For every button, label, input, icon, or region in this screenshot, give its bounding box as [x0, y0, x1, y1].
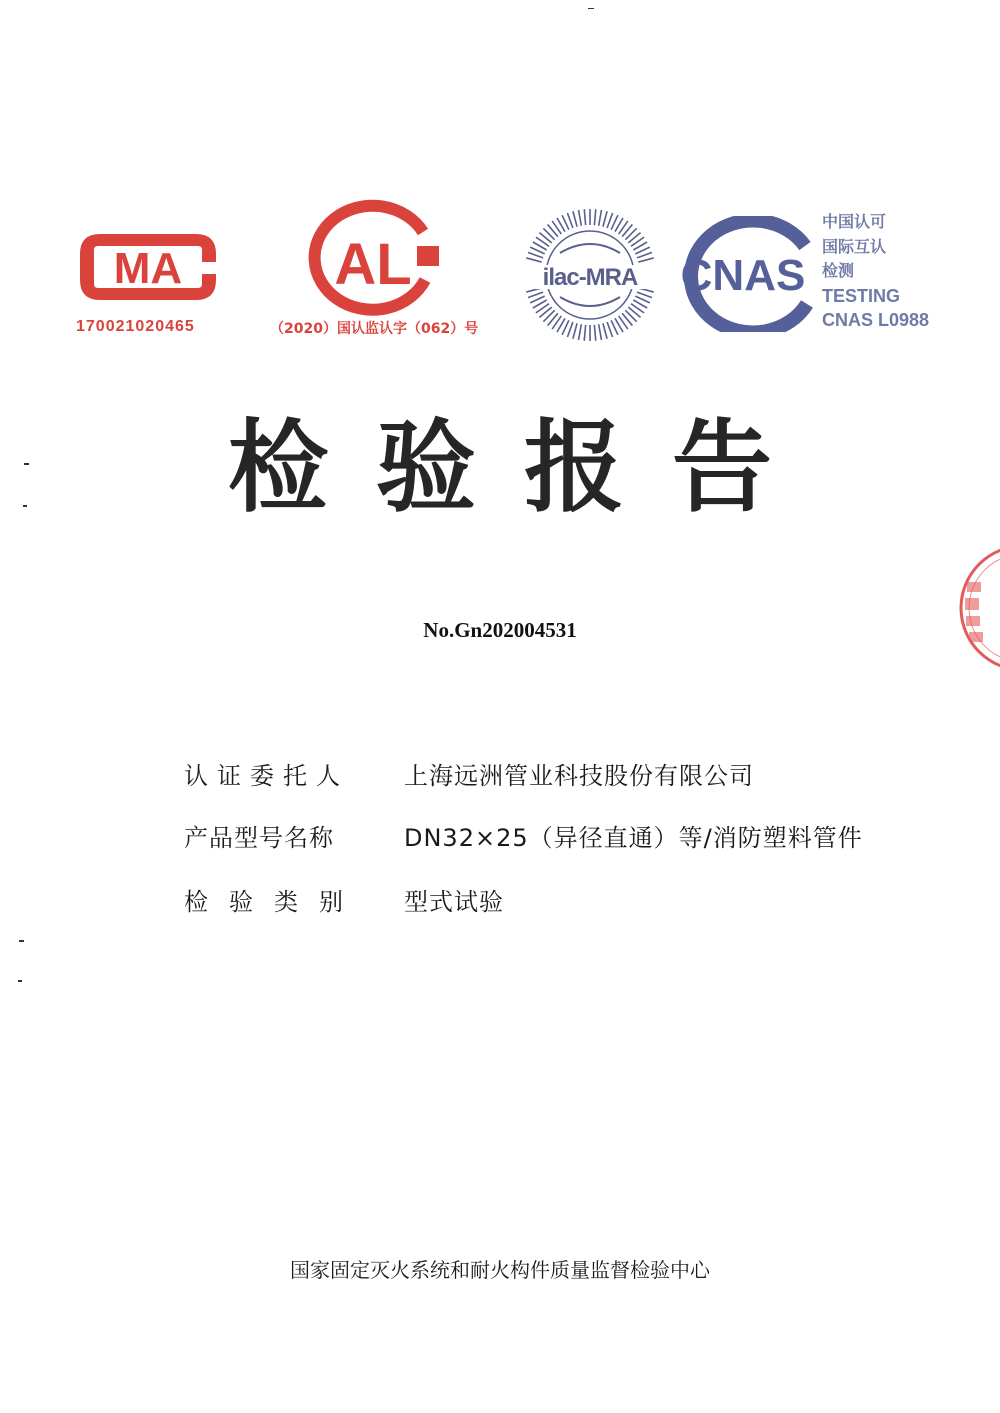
- red-seal-fragment: [955, 538, 1000, 678]
- field-value-product: DN32×25（异径直通）等/消防塑料管件: [404, 824, 863, 852]
- ilac-tick: [584, 325, 585, 341]
- cnas-line-2: 国际互认: [822, 236, 887, 256]
- ilac-tick: [573, 211, 577, 226]
- issuing-organization: 国家固定灭火系统和耐火构件质量监督检验中心: [290, 1258, 710, 1282]
- cnas-line-1: 中国认可: [822, 212, 887, 231]
- ilac-tick: [594, 325, 595, 341]
- ilac-tick: [594, 209, 595, 225]
- cnas-line-5: CNAS L0988: [822, 310, 930, 330]
- cma-logo: [74, 228, 222, 306]
- ilac-tick: [637, 252, 652, 257]
- field-value-client: 上海远洲管业科技股份有限公司: [404, 762, 754, 790]
- scan-speck: [18, 980, 22, 982]
- cnas-accreditation-text: [822, 210, 952, 333]
- cnas-line-4: TESTING: [822, 285, 901, 306]
- svg-text:AL: AL: [334, 232, 412, 297]
- cnas-logo: [665, 216, 820, 332]
- ilac-tick: [603, 323, 607, 338]
- scan-speck: [23, 505, 27, 507]
- field-label-test-type: 检验类别: [184, 888, 364, 916]
- ilac-tick: [573, 323, 577, 338]
- report-number: No.Gn202004531: [423, 618, 577, 642]
- cnas-line-3: 检测: [822, 261, 855, 280]
- scan-speck: [588, 8, 594, 9]
- ilac-tick: [526, 258, 541, 262]
- ilac-tick: [579, 324, 582, 340]
- ilac-tick: [528, 252, 543, 257]
- ilac-tick: [637, 292, 652, 297]
- ilac-tick: [603, 211, 607, 226]
- ilac-tick: [607, 322, 612, 337]
- ilac-tick: [638, 258, 653, 262]
- cal-code: （2020）国认监认字（062）号: [270, 321, 479, 337]
- ilac-mra-logo: [520, 205, 660, 345]
- ilac-tick: [528, 292, 543, 297]
- ilac-tick: [599, 210, 602, 226]
- field-label-product: 产品型号名称: [184, 824, 334, 852]
- ilac-tick: [579, 210, 582, 226]
- ilac-tick: [567, 322, 572, 337]
- field-value-test-type: 型式试验: [404, 888, 504, 916]
- cma-code: 170021020465: [76, 318, 195, 335]
- svg-text:ilac-MRA: ilac-MRA: [542, 264, 638, 291]
- scan-speck: [19, 940, 24, 942]
- page-title: 检验报告: [228, 409, 820, 526]
- scan-speck: [24, 463, 29, 465]
- ilac-tick: [567, 213, 572, 228]
- ilac-tick: [599, 324, 602, 340]
- field-label-client: 认证委托人: [184, 762, 349, 790]
- ilac-tick: [584, 209, 585, 225]
- svg-text:CNAS: CNAS: [680, 251, 806, 300]
- svg-text:MA: MA: [113, 244, 183, 293]
- cal-logo: [305, 198, 441, 316]
- ilac-tick: [607, 213, 612, 228]
